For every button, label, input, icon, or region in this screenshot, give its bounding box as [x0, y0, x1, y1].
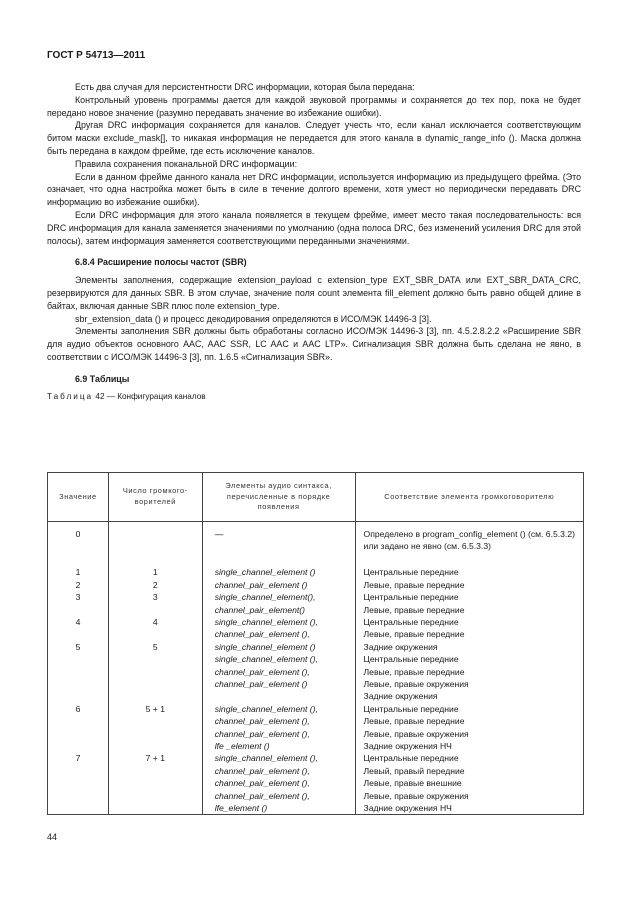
cell-value: 4 — [48, 616, 109, 628]
cell-speaker-mapping: Левый, правый передние — [355, 765, 583, 777]
cell-speaker-mapping: Левые, правые окружения — [355, 790, 583, 802]
cell-syntax-element: single_channel_element (), — [202, 653, 355, 665]
cell-speaker-mapping: Левые, правые передние — [355, 628, 583, 640]
cell-value — [48, 653, 109, 665]
cell-speaker-count — [108, 777, 202, 789]
cell-value — [48, 666, 109, 678]
cell-value — [48, 728, 109, 740]
paragraph: Если DRC информация для этого канала появляется в текущем фрейме, имеет место такая последовательность: вся DRC информация для канала заменяется значениями по умолчанию (одна полоса DRC, без изменений усиления DRC для этой полосы), затем информация заменяется соответствующими переданными значениями. — [47, 209, 581, 246]
cell-value — [48, 802, 109, 815]
cell-speaker-count — [108, 521, 202, 552]
page-number: 44 — [47, 832, 58, 842]
cell-speaker-count: 1 — [108, 566, 202, 578]
cell-speaker-count — [108, 666, 202, 678]
cell-value — [48, 678, 109, 690]
table-header-row — [48, 473, 584, 522]
cell-speaker-mapping: Центральные передние — [355, 591, 583, 603]
table-row — [48, 728, 584, 740]
cell-speaker-count — [108, 715, 202, 727]
paragraph: Элементы заполнения, содержащие extension_payload с extension_type EXT_SBR_DATA или EXT_SBR_DATA_CRC, резервируются для данных SBR. В этом случае, значение поля count элемента fill_element должно быть равно общей длине в байтах, включая данные SBR плюс поле extension_type. — [47, 275, 581, 311]
cell-value — [48, 690, 109, 702]
cell-value — [48, 552, 109, 566]
paragraph: Есть два случая для персистентности DRC информации, которая была передана: — [75, 82, 415, 92]
cell-speaker-mapping: Левые, правые передние — [355, 604, 583, 616]
table-row — [48, 604, 584, 616]
cell-speaker-mapping: Левые, правые окружения — [355, 678, 583, 690]
cell-speaker-count — [108, 628, 202, 640]
cell-syntax-element: channel_pair_element () — [202, 579, 355, 591]
cell-speaker-count: 2 — [108, 579, 202, 591]
cell-speaker-count — [108, 604, 202, 616]
cell-syntax-element: — — [202, 521, 355, 552]
cell-syntax-element: channel_pair_element () — [202, 678, 355, 690]
cell-syntax-element: single_channel_element(), — [202, 591, 355, 603]
cell-syntax-element: channel_pair_element (), — [202, 777, 355, 789]
cell-speaker-count — [108, 653, 202, 665]
cell-speaker-mapping: Центральные передние — [355, 653, 583, 665]
cell-speaker-mapping: Задние окружения НЧ — [355, 740, 583, 752]
cell-speaker-mapping: Задние окружения — [355, 690, 583, 702]
document-body — [47, 81, 581, 403]
cell-syntax-element: single_channel_element () — [202, 566, 355, 578]
cell-value: 5 — [48, 641, 109, 653]
cell-value — [48, 777, 109, 789]
cell-syntax-element — [202, 690, 355, 702]
channel-configuration-table — [47, 472, 584, 815]
table-row — [48, 641, 584, 653]
cell-speaker-count — [108, 678, 202, 690]
cell-syntax-element — [202, 552, 355, 566]
paragraph: Элементы заполнения SBR должны быть обработаны согласно ИСО/МЭК 14496-3 [3], пп. 4.5.2.8.2.2 «Расширение SBR для аудио объектов основного AAC, AAC SSR, LC AAC и AAC LTP». Сигнализация SBR должна быть сделана не явно, в соответствии с ИСО/МЭК 14496-3 [3], пп. 1.6.5 «Сигнализация SBR». — [47, 326, 581, 362]
cell-speaker-mapping: Левые, правые окружения — [355, 728, 583, 740]
paragraph: Другая DRC информация сохраняется для каналов. Следует учесть что, если канал исключается соответствующим битом маски exclude_mask[], то никакая информация не передается для этого канала в dynamic_range_info (). Маска должна быть передана в каждом фрейме, где есть исключение каналов. — [47, 120, 581, 156]
section-heading-tables: 6.9 Таблицы — [75, 373, 130, 384]
cell-syntax-element: single_channel_element (), — [202, 752, 355, 764]
table-row — [48, 790, 584, 802]
paragraph: Контрольный уровень программы дается для каждой звуковой программы и сохраняется до тех пор, пока не будет передано новое значение (разумно передавать значение во избежание ошибки). — [47, 94, 581, 118]
cell-syntax-element: lfe _element () — [202, 740, 355, 752]
cell-syntax-element: lfe_element () — [202, 802, 355, 815]
cell-value — [48, 790, 109, 802]
cell-value — [48, 715, 109, 727]
table-row — [48, 591, 584, 603]
cell-speaker-mapping: Центральные передние — [355, 616, 583, 628]
cell-speaker-count — [108, 552, 202, 566]
table-row — [48, 579, 584, 591]
cell-value — [48, 765, 109, 777]
cell-speaker-count — [108, 802, 202, 815]
cell-syntax-element: channel_pair_element (), — [202, 790, 355, 802]
cell-speaker-count — [108, 790, 202, 802]
table-row — [48, 566, 584, 578]
cell-speaker-mapping: Задние окружения — [355, 641, 583, 653]
cell-speaker-count — [108, 728, 202, 740]
table-row — [48, 765, 584, 777]
cell-speaker-mapping: Центральные передние — [355, 703, 583, 715]
table-row — [48, 552, 584, 566]
cell-speaker-mapping: Левые, правые передние — [355, 579, 583, 591]
table-caption-text: 42 — Конфигурация каналов — [93, 391, 206, 401]
cell-speaker-count — [108, 765, 202, 777]
cell-speaker-mapping: Задние окружения НЧ — [355, 802, 583, 815]
paragraph: sbr_extension_data () и процесс декодирования определяются в ИСО/МЭК 14496-3 [3]. — [75, 313, 432, 324]
cell-value — [48, 628, 109, 640]
table-row — [48, 653, 584, 665]
cell-syntax-element: single_channel_element (), — [202, 616, 355, 628]
cell-speaker-mapping: Центральные передние — [355, 752, 583, 764]
table-caption-prefix: Таблица — [47, 391, 94, 401]
table-row — [48, 703, 584, 715]
paragraph: Если в данном фрейме данного канала нет DRC информации, используется информацию из предыдущего фрейма. (Это означает, что одна настройка может быть в силе в течение долгого времени, хотя умест но периодически передавать DRC информацию во избежание ошибки). — [47, 171, 581, 208]
cell-syntax-element: single_channel_element (), — [202, 703, 355, 715]
section-heading-sbr: 6.8.4 Расширение полосы частот (SBR) — [75, 257, 247, 268]
cell-syntax-element: channel_pair_element (), — [202, 628, 355, 640]
table-row — [48, 616, 584, 628]
table-row — [48, 690, 584, 702]
cell-value: 2 — [48, 579, 109, 591]
table-row — [48, 802, 584, 815]
cell-speaker-mapping: Левые, правые передние — [355, 666, 583, 678]
cell-syntax-element: channel_pair_element (), — [202, 666, 355, 678]
cell-syntax-element: channel_pair_element (), — [202, 728, 355, 740]
cell-syntax-element: single_channel_element () — [202, 641, 355, 653]
cell-speaker-mapping: Определено в program_config_element () (см. 6.5.3.2) или задано не явно (см. 6.5.3.3) — [355, 521, 583, 552]
cell-value: 1 — [48, 566, 109, 578]
cell-value — [48, 740, 109, 752]
cell-speaker-count: 5 — [108, 641, 202, 653]
cell-speaker-count: 5 + 1 — [108, 703, 202, 715]
cell-value: 3 — [48, 591, 109, 603]
cell-speaker-count: 7 + 1 — [108, 752, 202, 764]
paragraph: Правила сохранения поканальной DRC информации: — [75, 158, 298, 169]
cell-value: 7 — [48, 752, 109, 764]
table-row — [48, 628, 584, 640]
header-syntax-elements: Элементы аудио синтакса, перечисленные в порядке появления — [202, 473, 355, 522]
cell-speaker-mapping: Центральные передние — [355, 566, 583, 578]
table-row — [48, 740, 584, 752]
cell-speaker-mapping: Левые, правые передние — [355, 715, 583, 727]
header-value: Значение — [48, 473, 109, 522]
cell-speaker-mapping: Левые, правые внешние — [355, 777, 583, 789]
cell-value: 6 — [48, 703, 109, 715]
cell-value — [48, 604, 109, 616]
cell-speaker-mapping — [355, 552, 583, 566]
document-header: ГОСТ Р 54713—2011 — [47, 50, 146, 61]
table-row — [48, 521, 584, 552]
cell-syntax-element: channel_pair_element() — [202, 604, 355, 616]
cell-syntax-element: channel_pair_element (), — [202, 715, 355, 727]
table-row — [48, 752, 584, 764]
header-speaker-mapping: Соответствие элемента громкоговорителю — [355, 473, 583, 522]
cell-speaker-count: 4 — [108, 616, 202, 628]
table-caption — [47, 391, 581, 404]
table-row — [48, 666, 584, 678]
table-row — [48, 715, 584, 727]
cell-value: 0 — [48, 521, 109, 552]
cell-speaker-count — [108, 690, 202, 702]
table-row — [48, 777, 584, 789]
header-speaker-count: Число громкого-ворителей — [108, 473, 202, 522]
table-row — [48, 678, 584, 690]
cell-speaker-count: 3 — [108, 591, 202, 603]
cell-syntax-element: channel_pair_element (), — [202, 765, 355, 777]
cell-speaker-count — [108, 740, 202, 752]
